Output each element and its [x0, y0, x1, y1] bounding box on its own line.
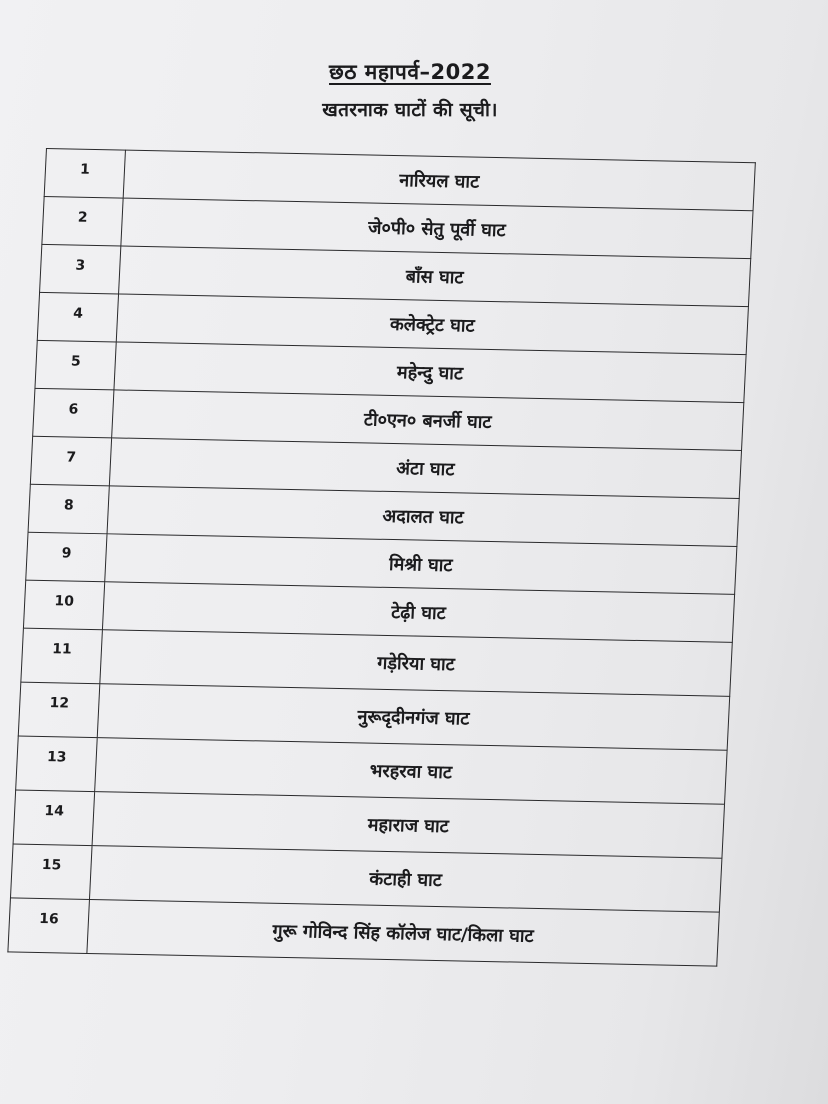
row-number: 15: [10, 844, 92, 900]
row-number: 5: [35, 340, 116, 390]
ghat-name: गुरू गोविन्द सिंह कॉलेज घाट/किला घाट: [87, 900, 719, 967]
ghat-name: नुरूदृदीनगंज घाट: [97, 684, 729, 751]
row-number: 16: [8, 898, 90, 954]
ghat-name: टी०एन० बनर्जी घाट: [112, 390, 744, 451]
ghat-name: नारियल घाट: [123, 150, 755, 211]
row-number: 14: [13, 790, 95, 846]
row-number: 1: [44, 149, 125, 199]
ghat-name: महेन्दु घाट: [114, 342, 746, 403]
row-number: 11: [21, 628, 103, 684]
row-number: 12: [18, 682, 100, 738]
ghat-name: जे०पी० सेतु पूर्वी घाट: [121, 198, 753, 259]
ghat-name: भरहरवा घाट: [95, 738, 727, 805]
row-number: 13: [16, 736, 98, 792]
ghat-name: कंटाही घाट: [89, 846, 721, 913]
document-heading: [250, 58, 570, 122]
ghat-name: मिश्री घाट: [105, 534, 737, 595]
ghat-name: गड़ेरिया घाट: [100, 630, 732, 697]
row-number: 4: [37, 292, 118, 342]
ghat-list-table: [7, 148, 755, 967]
ghat-name: अंटा घाट: [109, 438, 741, 499]
row-number: 8: [28, 484, 109, 534]
row-number: 7: [30, 436, 111, 486]
document-title: छठ महापर्व–2022: [329, 60, 491, 84]
document-subtitle: खतरनाक घाटों की सूची।: [322, 99, 498, 121]
row-number: 3: [40, 244, 121, 294]
ghat-list-table-wrapper: [7, 148, 755, 967]
row-number: 2: [42, 196, 123, 246]
row-number: 10: [23, 580, 104, 630]
row-number: 9: [26, 532, 107, 582]
ghat-name: कलेक्ट्रेट घाट: [116, 294, 748, 355]
ghat-name: महाराज घाट: [92, 792, 724, 859]
ghat-name: बाँस घाट: [119, 246, 751, 307]
ghat-name: टेढ़ी घाट: [102, 582, 734, 643]
row-number: 6: [33, 388, 114, 438]
ghat-name: अदालत घाट: [107, 486, 739, 547]
